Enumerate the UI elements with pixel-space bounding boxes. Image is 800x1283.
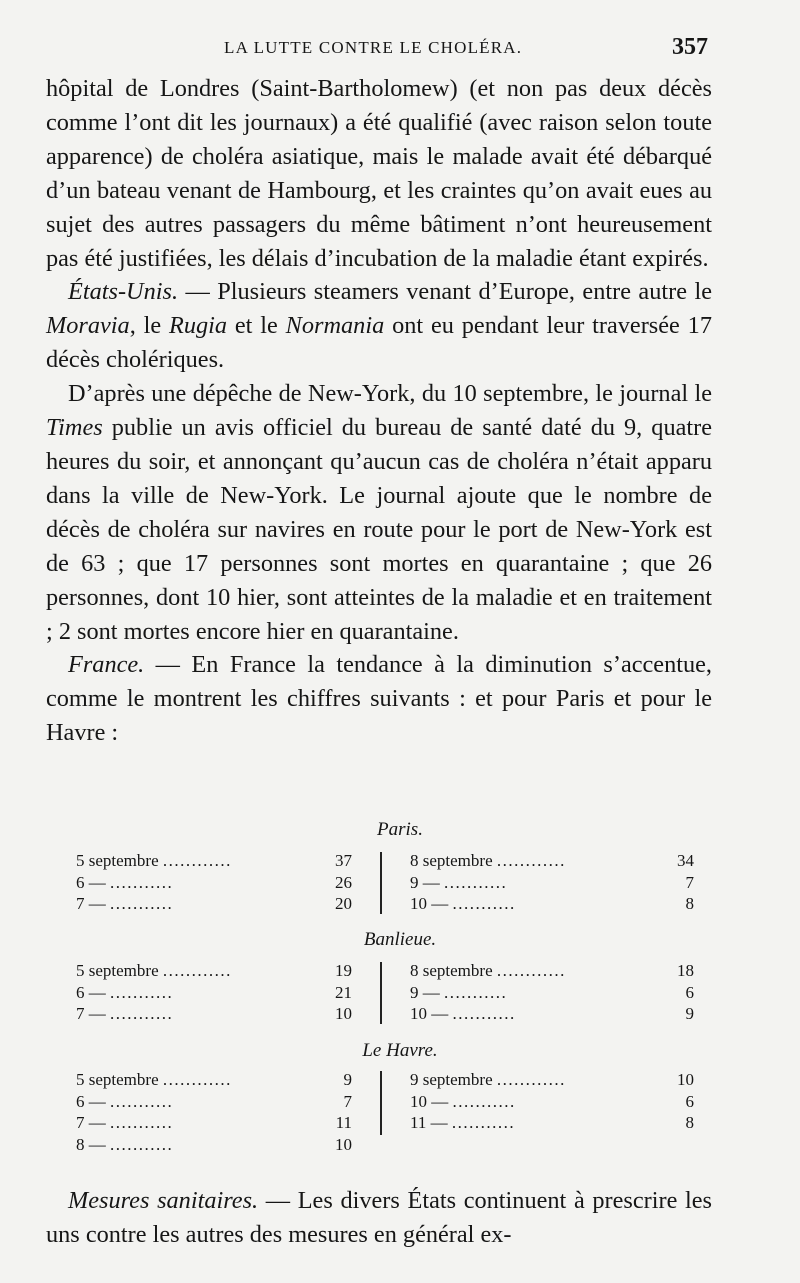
row-label: 5 septembre	[76, 1070, 159, 1089]
row-label: 9 —	[410, 982, 440, 1002]
row-value: 9	[685, 1004, 694, 1023]
table-row	[76, 960, 352, 982]
page-number: 357	[672, 34, 708, 60]
row-label-group	[410, 1069, 566, 1091]
text-run: ont eu pendant leur traversée 17 décès cholériques.	[46, 312, 712, 374]
table-row	[76, 1003, 352, 1025]
dot-leader: ...........	[110, 1091, 174, 1111]
text-run: — Plusieurs steamers venant d’Europe, entre autre le	[178, 278, 712, 306]
dot-leader: ...........	[110, 894, 174, 913]
dot-leader: ...........	[452, 1091, 516, 1111]
dot-leader: ...........	[110, 1113, 174, 1132]
ship-name: Normania	[285, 312, 385, 340]
dot-leader: ............	[162, 961, 232, 980]
paragraph-london: hôpital de Londres (Saint-Bartholomew) (et non pas deux décès comme l’ont dit les journaux) a été qualifié (avec raison selon toute apparence) de choléra asiatique, mais le malade avait été débarqué d’un bateau venant de Hambourg, et les craintes qu’on avait eues au sujet des autres passagers du même bâtiment n’ont heureusement pas été justifiées, les délais d’incubation de la maladie étant expirés.	[46, 75, 712, 272]
row-label-group	[410, 850, 566, 872]
row-value: 8	[685, 1113, 694, 1132]
column-divider	[380, 962, 382, 1024]
row-label-group	[410, 872, 507, 894]
table-row	[410, 850, 694, 872]
row-value: 19	[335, 961, 352, 980]
dot-leader: ...........	[110, 982, 174, 1002]
row-value: 20	[335, 894, 352, 913]
ship-name: Moravia	[46, 312, 130, 340]
row-label: 10 —	[410, 1091, 449, 1111]
row-label: 8 septembre	[410, 851, 493, 870]
table-banlieue-right	[410, 960, 694, 1025]
table-row	[410, 872, 694, 894]
table-row	[76, 982, 352, 1004]
text-run: et le	[227, 312, 286, 340]
row-label: 10 —	[410, 894, 449, 913]
row-label: 5 septembre	[76, 961, 159, 980]
paragraph-france	[46, 648, 712, 750]
row-value: 7	[343, 1091, 352, 1111]
table-row	[410, 1091, 694, 1113]
row-value: 6	[685, 1091, 694, 1111]
row-label: 6 —	[76, 1091, 106, 1111]
table-havre-left	[76, 1069, 352, 1155]
table-paris-left	[76, 850, 352, 915]
row-label-group	[410, 1112, 515, 1134]
row-label: 9 septembre	[410, 1070, 493, 1089]
row-label-group	[410, 1091, 516, 1113]
table-row	[410, 1112, 694, 1134]
column-divider	[380, 1071, 382, 1135]
row-label: 10 —	[410, 1004, 449, 1023]
text-run: — En France la tendance à la diminution s’accentue, comme le montrent les chiffres suivants : et pour Paris et pour le Havre :	[46, 651, 712, 747]
row-label-group	[76, 1069, 232, 1091]
section-label-etats-unis: États-Unis.	[68, 278, 179, 306]
row-value: 8	[685, 894, 694, 913]
table-row	[410, 893, 694, 915]
paragraph-new-york	[46, 377, 712, 648]
row-label-group	[76, 893, 173, 915]
table-paris-right	[410, 850, 694, 915]
body-text	[46, 72, 712, 750]
row-value: 9	[343, 1070, 352, 1089]
table-row	[410, 982, 694, 1004]
row-label: 6 —	[76, 982, 106, 1002]
dot-leader: ............	[496, 961, 566, 980]
text-run: D’après une dépêche de New-York, du 10 septembre, le journal le	[68, 380, 712, 408]
row-label: 8 septembre	[410, 961, 493, 980]
dot-leader: ...........	[452, 1004, 516, 1023]
table-caption-havre: Le Havre.	[362, 1040, 438, 1061]
row-label: 7 —	[76, 1004, 106, 1023]
dot-leader: ...........	[444, 982, 508, 1002]
row-label-group	[410, 893, 516, 915]
row-label-group	[76, 982, 173, 1004]
column-divider	[380, 852, 382, 914]
row-label-group	[76, 1003, 173, 1025]
row-value: 34	[677, 851, 694, 870]
table-caption-banlieue: Banlieue.	[363, 929, 437, 950]
dot-leader: ............	[162, 851, 232, 870]
body-text-bottom	[46, 1184, 712, 1252]
dot-leader: ............	[496, 1070, 566, 1089]
row-label-group	[76, 960, 232, 982]
text-run: , le	[129, 312, 169, 340]
row-label: 6 —	[76, 872, 106, 892]
text-run: — Les divers États continuent à prescrire les uns contre les autres des mesures en général ex-	[46, 1187, 713, 1248]
row-label-group	[76, 1112, 173, 1134]
row-label-group	[410, 1003, 516, 1025]
row-label-group	[76, 1134, 173, 1156]
text-run: publie un avis officiel du bureau de santé daté du 9, quatre heures du soir, et annonçant qu’aucun cas de choléra n’était apparu dans la ville de New-York. Le journal ajoute que le nombre de décès de choléra sur navires en route pour le port de New-York est de 63 ; que 17 personnes sont mortes en quarantaine ; que 26 personnes, dont 10 hier, sont atteintes de la maladie et en traitement ; 2 sont mortes encore hier en quarantaine.	[46, 414, 712, 645]
dot-leader: ...........	[110, 872, 174, 892]
table-row	[76, 1134, 352, 1156]
row-label-group	[410, 960, 566, 982]
table-havre-right	[410, 1069, 694, 1134]
dot-leader: ...........	[444, 872, 508, 892]
row-value: 26	[335, 872, 352, 892]
row-value: 7	[685, 872, 694, 892]
dot-leader: ............	[162, 1070, 232, 1089]
dot-leader: ...........	[110, 1134, 174, 1154]
dot-leader: ...........	[451, 1113, 516, 1132]
row-label-group	[76, 872, 173, 894]
row-value: 21	[335, 982, 352, 1002]
running-head: LA LUTTE CONTRE LE CHOLÉRA.	[224, 38, 523, 57]
row-label: 7 —	[76, 1113, 106, 1132]
ship-name: Rugia	[169, 312, 228, 340]
table-banlieue-left	[76, 960, 352, 1025]
paragraph-mesures	[46, 1184, 712, 1252]
page-header	[0, 34, 800, 68]
table-row	[76, 850, 352, 872]
table-row	[76, 1112, 352, 1134]
table-row	[76, 1069, 352, 1091]
table-row	[76, 1091, 352, 1113]
newspaper-name: Times	[46, 414, 103, 442]
row-label: 5 septembre	[76, 851, 159, 870]
table-caption-paris: Paris.	[377, 819, 423, 840]
dot-leader: ...........	[110, 1004, 174, 1023]
row-value: 10	[335, 1004, 352, 1023]
row-value: 10	[335, 1134, 352, 1154]
table-row	[410, 1003, 694, 1025]
section-label-france: France.	[68, 651, 145, 679]
row-label: 7 —	[76, 894, 106, 913]
section-label-mesures: Mesures sanitaires.	[68, 1187, 259, 1214]
row-value: 10	[677, 1070, 694, 1089]
row-value: 11	[335, 1113, 352, 1132]
row-value: 6	[685, 982, 694, 1002]
row-label-group	[410, 982, 507, 1004]
table-row	[410, 960, 694, 982]
row-label: 9 —	[410, 872, 440, 892]
paragraph-etats-unis	[46, 275, 712, 377]
table-row	[76, 893, 352, 915]
row-label-group	[76, 1091, 173, 1113]
table-row	[76, 872, 352, 894]
dot-leader: ...........	[452, 894, 516, 913]
row-value: 37	[335, 851, 352, 870]
row-label: 8 —	[76, 1134, 106, 1154]
row-value: 18	[677, 961, 694, 980]
dot-leader: ............	[496, 851, 566, 870]
row-label-group	[76, 850, 232, 872]
row-label: 11 —	[410, 1113, 448, 1132]
table-row	[410, 1069, 694, 1091]
